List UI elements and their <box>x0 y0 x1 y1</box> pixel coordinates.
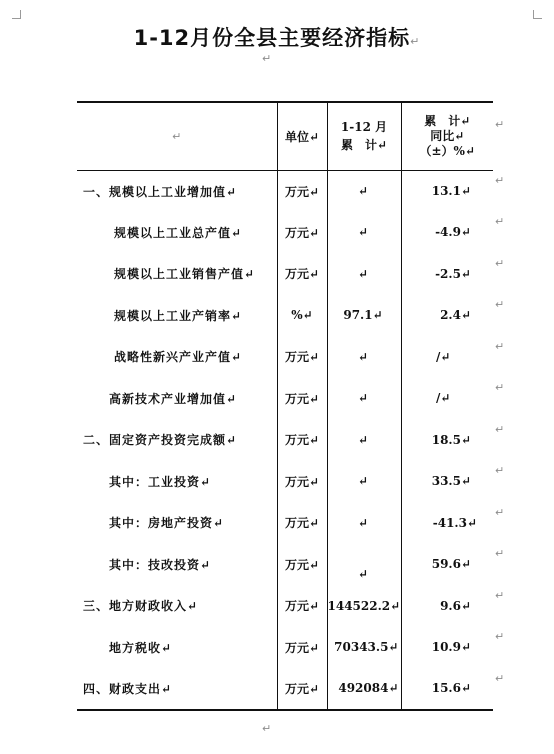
indicator-yoy: 18.5↵ <box>401 419 493 461</box>
row-end-mark-icon: ↵ <box>495 381 505 394</box>
paragraph-mark-icon: ↵ <box>172 130 182 144</box>
header-yoy-line1: 累 计↵ <box>424 113 471 128</box>
indicator-name: 四、财政支出↵ <box>83 681 173 696</box>
indicator-cumulative: ↵ <box>327 461 401 503</box>
paragraph-mark-icon: ↵ <box>262 52 272 65</box>
indicator-cumulative: ↵ <box>327 502 401 544</box>
indicator-name: 战略性新兴产业产值↵ <box>114 350 243 365</box>
row-end-mark-icon: ↵ <box>495 257 505 270</box>
indicator-cumulative: 70343.5↵ <box>327 627 401 669</box>
indicator-yoy: -41.3↵ <box>401 502 493 544</box>
row-end-mark-icon: ↵ <box>495 423 505 436</box>
row-end-mark-icon: ↵ <box>495 506 505 519</box>
indicator-unit: %↵ <box>277 295 327 337</box>
header-unit-cell: 单位↵ <box>277 102 327 170</box>
indicator-yoy: -2.5↵ <box>401 253 493 295</box>
table-row <box>77 627 493 669</box>
indicator-unit: 万元↵ <box>277 461 327 503</box>
indicator-yoy: 59.6↵ <box>401 544 493 586</box>
indicator-yoy: 15.6↵ <box>401 668 493 710</box>
paragraph-mark-icon: ↵ <box>262 722 272 735</box>
table-row <box>77 336 493 378</box>
table-row <box>77 668 493 710</box>
indicator-name: 高新技术产业增加值↵ <box>109 391 238 406</box>
header-cumulative-line2: 累 计↵ <box>340 138 388 153</box>
table-row <box>77 419 493 461</box>
indicator-cumulative: ↵ <box>327 544 401 586</box>
indicator-unit: 万元↵ <box>277 378 327 420</box>
header-yoy-cell <box>401 102 493 170</box>
row-end-mark-icon: ↵ <box>495 174 505 187</box>
indicator-cumulative: 144522.2↵ <box>327 585 401 627</box>
indicator-unit: 万元↵ <box>277 212 327 254</box>
header-yoy-line2: 同比↵ <box>430 128 465 143</box>
indicator-cumulative: ↵ <box>327 170 401 212</box>
page-corner-mark-left <box>12 10 21 19</box>
indicator-unit: 万元↵ <box>277 668 327 710</box>
table-row <box>77 461 493 503</box>
indicator-name: 规模以上工业销售产值↵ <box>114 267 256 282</box>
indicator-yoy: 13.1↵ <box>401 170 493 212</box>
row-end-mark-icon: ↵ <box>495 118 505 131</box>
indicator-name: 其中：房地产投资↵ <box>109 516 225 531</box>
indicator-name: 二、固定资产投资完成额↵ <box>83 433 238 448</box>
table-row <box>77 170 493 212</box>
row-end-mark-icon: ↵ <box>495 630 505 643</box>
row-end-mark-icon: ↵ <box>495 340 505 353</box>
indicator-name: 规模以上工业产销率↵ <box>114 308 243 323</box>
indicator-table-container <box>77 101 493 711</box>
row-end-mark-icon: ↵ <box>495 464 505 477</box>
indicator-yoy: /↵ <box>401 336 493 378</box>
indicator-cumulative: ↵ <box>327 253 401 295</box>
table-row <box>77 253 493 295</box>
indicator-name: 地方税收↵ <box>109 640 173 655</box>
table-row <box>77 378 493 420</box>
indicator-unit: 万元↵ <box>277 502 327 544</box>
table-row <box>77 295 493 337</box>
paragraph-mark-icon: ↵ <box>410 35 421 48</box>
indicator-yoy: 2.4↵ <box>401 295 493 337</box>
indicator-yoy: /↵ <box>401 378 493 420</box>
row-end-mark-icon: ↵ <box>495 215 505 228</box>
indicator-cumulative: ↵ <box>327 212 401 254</box>
indicator-unit: 万元↵ <box>277 419 327 461</box>
indicator-name: 一、规模以上工业增加值↵ <box>83 184 238 199</box>
indicator-cumulative: ↵ <box>327 378 401 420</box>
row-end-mark-icon: ↵ <box>495 547 505 560</box>
indicator-yoy: -4.9↵ <box>401 212 493 254</box>
indicator-unit: 万元↵ <box>277 544 327 586</box>
indicator-unit: 万元↵ <box>277 627 327 669</box>
indicator-unit: 万元↵ <box>277 585 327 627</box>
table-row <box>77 585 493 627</box>
indicator-cumulative: 492084↵ <box>327 668 401 710</box>
table-row <box>77 544 493 586</box>
row-end-mark-icon: ↵ <box>495 589 505 602</box>
row-end-mark-icon: ↵ <box>495 298 505 311</box>
table-header-row <box>77 102 493 170</box>
indicator-cumulative: ↵ <box>327 419 401 461</box>
table-row <box>77 212 493 254</box>
indicator-name: 其中：工业投资↵ <box>109 474 212 489</box>
page-corner-mark-right <box>533 10 542 19</box>
header-cumulative-cell <box>327 102 401 170</box>
indicator-cumulative: ↵ <box>327 336 401 378</box>
document-title <box>0 22 554 52</box>
header-yoy-line3: （±）%↵ <box>419 143 475 158</box>
indicator-cumulative: 97.1↵ <box>327 295 401 337</box>
row-end-mark-icon: ↵ <box>495 672 505 685</box>
document-title-text: 1-12月份全县主要经济指标 <box>133 26 411 50</box>
indicator-table <box>77 101 493 711</box>
header-indicator-cell <box>77 102 277 170</box>
indicator-name: 三、地方财政收入↵ <box>83 599 199 614</box>
indicator-name: 其中：技改投资↵ <box>109 557 212 572</box>
indicator-unit: 万元↵ <box>277 253 327 295</box>
indicator-unit: 万元↵ <box>277 336 327 378</box>
table-row <box>77 502 493 544</box>
indicator-yoy: 10.9↵ <box>401 627 493 669</box>
indicator-name: 规模以上工业总产值↵ <box>114 225 243 240</box>
header-cumulative-line1: 1-12 月 <box>340 120 388 135</box>
indicator-unit: 万元↵ <box>277 170 327 212</box>
indicator-yoy: 9.6↵ <box>401 585 493 627</box>
indicator-yoy: 33.5↵ <box>401 461 493 503</box>
